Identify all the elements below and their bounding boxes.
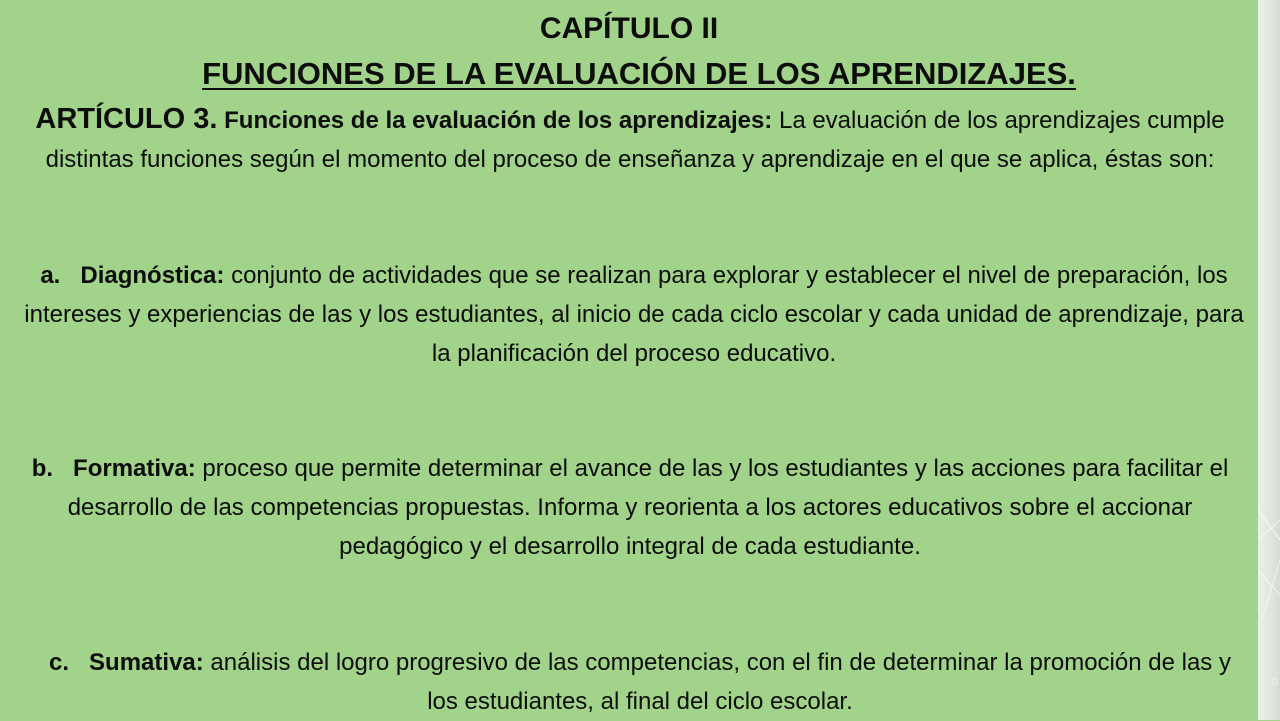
slide-edge-decoration [1258, 0, 1280, 720]
list-item-term: Sumativa: [89, 649, 204, 676]
article-heading: Funciones de la evaluación de los aprendizajes: [224, 107, 773, 134]
list-item-term: Diagnóstica: [80, 262, 225, 289]
list-item-letter: a. [40, 262, 61, 289]
list-item-text: análisis del logro progresivo de las competencias, con el fin de determinar la promoción de las y los estudiantes, al final del ciclo escolar. [210, 649, 1231, 715]
list-item-text: proceso que permite determinar el avance de las y los estudiantes y las acciones para facilitar el desarrollo de las competencias propuestas. Informa y reorienta a los actores educativos sobre el accionar pedagógico y el desarrollo integral de cada estudiante. [67, 455, 1229, 560]
list-item-letter: b. [31, 455, 54, 482]
article-text: La evaluación de los aprendizajes cumple distintas funciones según el momento del proceso de enseñanza y aprendizaje en el que se aplica, éstas son: [45, 107, 1225, 173]
list-item-diagnostica [14, 256, 1254, 373]
page-number: 0 [1271, 676, 1278, 688]
list-item-text: conjunto de actividades que se realizan para explorar y establecer el nivel de preparación, los intereses y experiencias de las y los estudiantes, al inicio de cada ciclo escolar y cada unidad de aprendizaje, para la planificación del proceso educativo. [24, 262, 1244, 367]
article-paragraph [10, 100, 1250, 179]
list-item-letter: c. [49, 649, 70, 676]
chapter-title: FUNCIONES DE LA EVALUACIÓN DE LOS APRENDIZAJES. [202, 56, 1076, 91]
list-item-sumativa [40, 643, 1240, 721]
list-item-term: Formativa: [73, 455, 196, 482]
decorative-lines-icon [1258, 500, 1280, 620]
list-item-formativa [20, 449, 1240, 566]
chapter-heading: CAPÍTULO II [539, 12, 719, 45]
article-number: ARTÍCULO 3. [35, 103, 218, 135]
